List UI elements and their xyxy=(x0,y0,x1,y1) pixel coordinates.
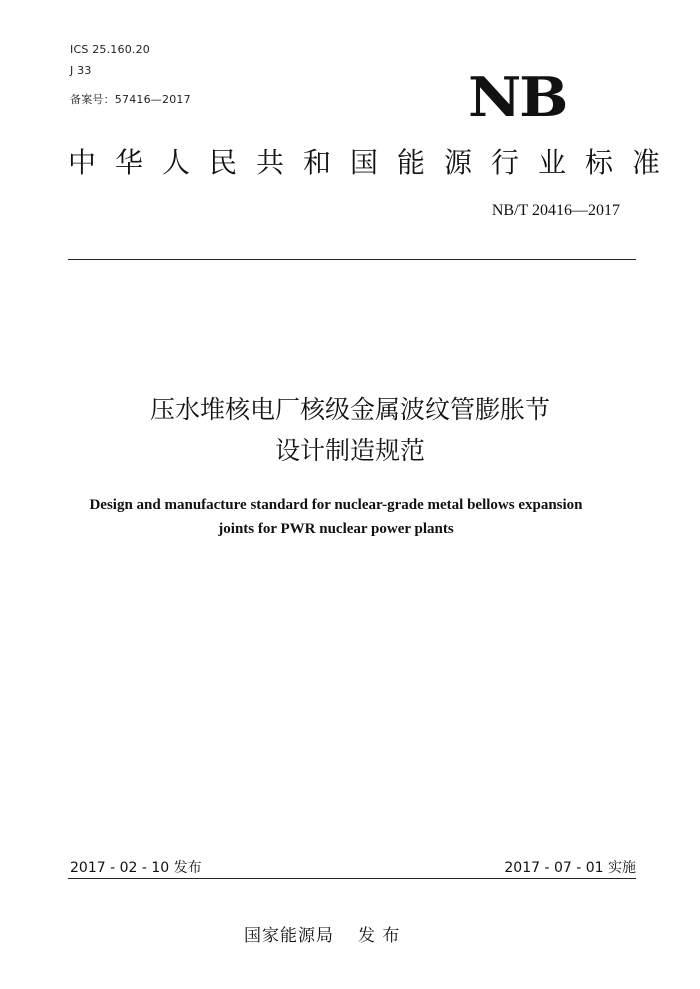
nb-logo: NB xyxy=(468,65,567,129)
implementation-date: 2017 - 07 - 01 实施 xyxy=(504,860,636,876)
publish-action: 发 布 xyxy=(358,926,401,946)
industry-standard-title: 中华人民共和国能源行业标准 xyxy=(68,146,680,179)
top-divider xyxy=(68,259,636,260)
publisher-name: 国家能源局 xyxy=(244,926,334,946)
english-title-line-1: Design and manufacture standard for nuclear-grade metal bellows expansion xyxy=(89,497,583,513)
bottom-divider xyxy=(68,878,636,879)
chinese-title-line-2: 设计制造规范 xyxy=(274,436,425,465)
publisher-block xyxy=(244,921,400,946)
ics-code: ICS 25.160.20 xyxy=(70,43,150,56)
english-title-line-2: joints for PWR nuclear power plants xyxy=(218,521,454,537)
ccs-code: J 33 xyxy=(70,64,92,77)
standard-number: NB/T 20416—2017 xyxy=(491,202,620,219)
chinese-title-line-1: 压水堆核电厂核级金属波纹管膨胀节 xyxy=(149,395,550,424)
issue-date: 2017 - 02 - 10 发布 xyxy=(70,860,202,876)
filing-number: 备案号：57416—2017 xyxy=(70,93,191,106)
